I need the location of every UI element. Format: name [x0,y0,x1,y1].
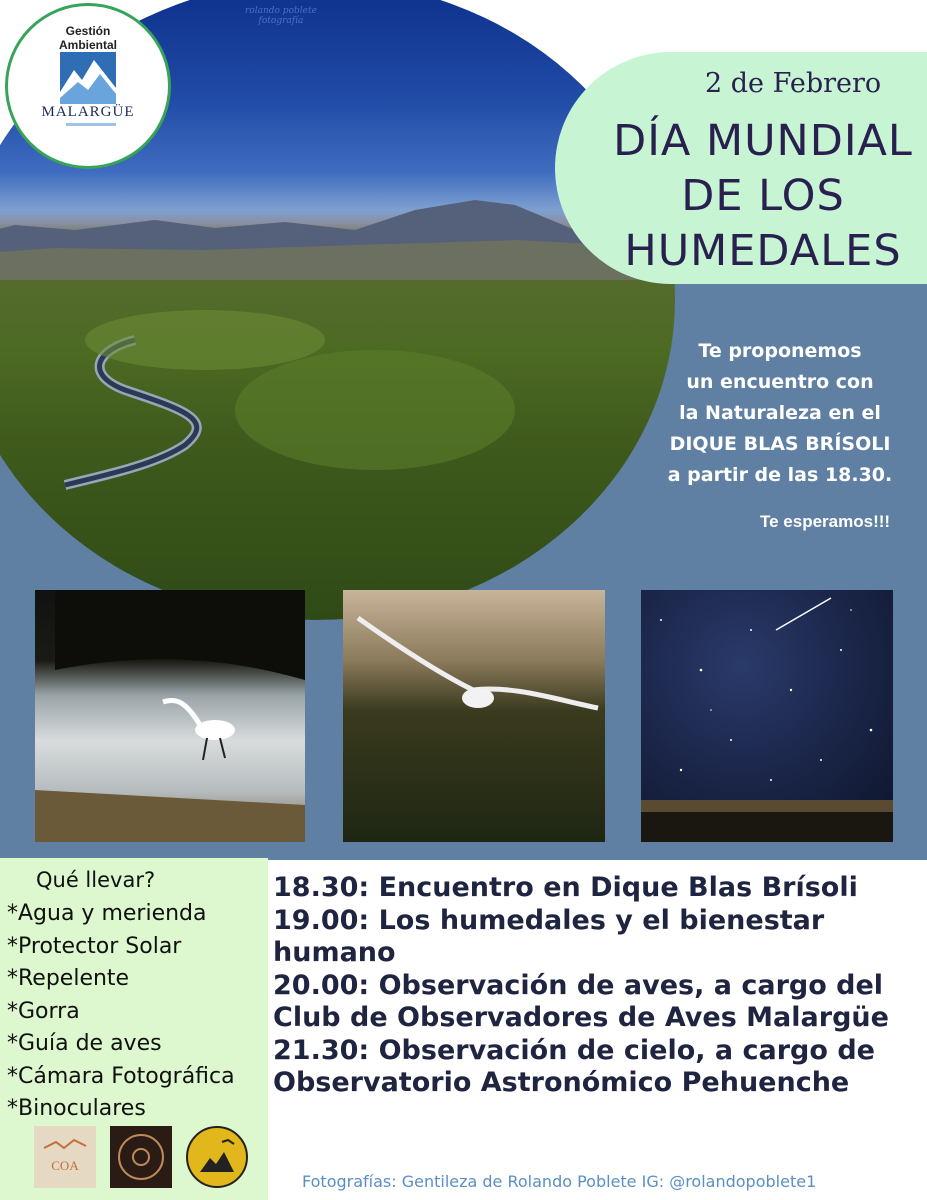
observatory-icon [110,1126,172,1188]
see-you-text: Te esperamos!!! [760,512,891,531]
invite-line: un encuentro con [686,371,874,393]
watermark-line1: rolando poblete [245,6,317,16]
schedule-item: 18.30: Encuentro en Dique Blas Brísoli [273,872,858,903]
birdwatcher-icon [188,1128,246,1186]
gull-flight-photo [343,590,605,842]
egret-photo [35,590,305,842]
invite-line: a partir de las 18.30. [667,464,893,486]
title-line2: DE LOS [681,171,845,221]
logo-underline [66,123,116,126]
invitation-text [645,336,915,491]
logo-line2: Ambiental [58,38,117,52]
logo-line1: Gestión [65,24,111,38]
event-schedule [273,872,913,1100]
list-item: *Binoculares [7,1096,146,1121]
invite-line: Te proponemos [698,340,862,362]
photographer-watermark [245,6,317,26]
egret-icon [35,590,305,842]
list-item: *Agua y merienda [7,901,207,926]
gull-icon [343,590,605,842]
mountain-logo-icon [60,52,116,104]
what-to-bring-title: Qué llevar? [36,868,156,892]
coa-label: COA [51,1158,79,1173]
schedule-item: 19.00: Los humedales y el bienestar humano [273,904,825,968]
watermark-line2: fotografía [258,16,304,26]
river-illustration [0,280,675,540]
coa-sponsor-logo [34,1126,96,1188]
what-to-bring-list [7,898,235,1126]
invite-line: la Naturaleza en el [679,402,881,424]
list-item: *Gorra [7,998,80,1024]
photo-credits: Fotografías: Gentileza de Rolando Poblete IG: @rolandopoblete1 [302,1172,817,1191]
logo-name: MALARGÜE [41,104,135,120]
list-item: *Protector Solar [7,933,182,959]
event-title [598,114,927,279]
title-line1: DÍA MUNDIAL [613,116,913,166]
bird-club-logo [186,1126,248,1188]
schedule-item: 21.30: Observación de cielo, a cargo de Observatorio Astronómico Pehuenche [273,1034,875,1098]
gestion-ambiental-logo [5,3,171,169]
night-sky-photo [641,590,893,842]
list-item: *Guía de aves [7,1031,162,1056]
title-line3: HUMEDALES [624,226,902,276]
stars-icon [641,590,893,842]
event-date: 2 de Febrero [705,68,882,99]
invite-line: DIQUE BLAS BRÍSOLI [669,433,891,455]
schedule-item: 20.00: Observación de aves, a cargo del Club de Observadores de Aves Malargüe [273,969,889,1033]
list-item: *Cámara Fotográfica [7,1063,235,1089]
pehuenche-observatory-logo [110,1126,172,1188]
bird-icon [34,1126,96,1188]
list-item: *Repelente [7,966,130,991]
